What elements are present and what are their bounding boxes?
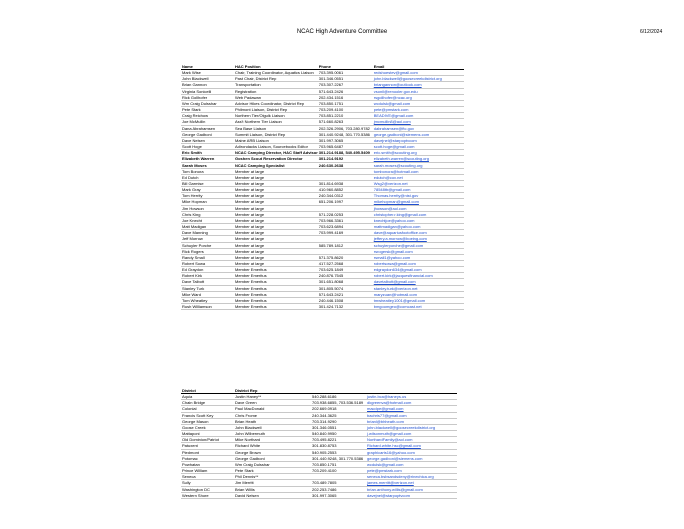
- document-date: 6/12/2024: [640, 29, 663, 35]
- member-position: Member at large: [234, 217, 318, 223]
- district-rep-table: [181, 388, 457, 499]
- member-email-link[interactable]: scott.hoge@gmail.com: [373, 144, 464, 150]
- member-position: Goshen Scout Reservation Director: [234, 156, 318, 162]
- member-name: Mike Hopman: [181, 199, 234, 205]
- member-position: Member at large: [234, 211, 318, 217]
- member-position: Member Emeritus: [234, 304, 318, 310]
- member-phone: 301.214.9192: [318, 156, 373, 162]
- member-name: Dave Nelsen: [181, 137, 234, 143]
- member-name: Stanley Turk: [181, 285, 234, 291]
- member-email-link[interactable]: eric.smith@scouting.org: [373, 150, 464, 156]
- district-rep-phone: 540.288.6186: [311, 394, 366, 400]
- district-rep-email-link[interactable]: j.wilsonmuth@gmail.com: [366, 431, 457, 437]
- member-position: Member at large: [234, 174, 318, 180]
- member-name: John Blackwell: [181, 76, 234, 82]
- district-rep-name: Wm Craig Dulsshar: [234, 461, 311, 467]
- member-name: Scott Hoge: [181, 144, 234, 150]
- member-position: Member at large: [234, 193, 318, 199]
- member-position: Member at large: [234, 254, 318, 260]
- member-phone: 571.643.2421: [318, 291, 373, 297]
- member-phone: 301.346.0551: [318, 76, 373, 82]
- member-position: Ass't Northern Tier Liaison: [234, 119, 318, 125]
- hac-row: [181, 304, 464, 310]
- district-rep-email-link[interactable]: macdpe@gmail.com: [366, 406, 457, 412]
- member-position: Member at large: [234, 187, 318, 193]
- member-email-link[interactable]: schuylerporche@gmail.com: [373, 242, 464, 248]
- member-position: Member at large: [234, 248, 318, 254]
- member-phone: 410.960.8852: [318, 187, 373, 193]
- district-rep-name: Mike Northard: [234, 437, 311, 443]
- district-rep-name: Justin Haney**: [234, 394, 311, 400]
- member-name: Jim Howson: [181, 205, 234, 211]
- member-phone: 301.424.7132: [318, 304, 373, 310]
- district-rep-name: Brian Heath: [234, 418, 311, 424]
- district-rep-phone: 703.489.7805: [311, 480, 366, 486]
- member-position: Member at large: [234, 224, 318, 230]
- member-phone: 202.434.1516: [318, 94, 373, 100]
- member-email-link[interactable]: sarah.moses@scouting.org: [373, 162, 464, 168]
- member-position: Member at large: [234, 236, 318, 242]
- column-header-name: Name: [181, 64, 234, 70]
- member-email-link[interactable]: Thomas.herrity@nist.gov: [373, 193, 464, 199]
- district-name: Francis Scott Key: [181, 412, 234, 418]
- member-phone: 301.814.6938: [318, 180, 373, 186]
- district-rep-phone: 703.938.6855, 703.536.5189: [311, 400, 366, 406]
- member-name: Mark Wise: [181, 70, 234, 76]
- district-rep-phone: 301.997.3065: [311, 492, 366, 498]
- district-name: Aquia: [181, 394, 234, 400]
- district-rep-name: Chris Frome: [234, 412, 311, 418]
- member-email-link[interactable]: edutch@cox.net: [373, 174, 464, 180]
- member-email-link[interactable]: george.gadboni@siemens.com: [373, 131, 464, 137]
- member-name: Pete Stark: [181, 107, 234, 113]
- member-phone: 703.851.2210: [318, 113, 373, 119]
- district-rep-email-link[interactable]: justin.bca@haneys.us: [366, 394, 457, 400]
- member-phone: 703.850.1751: [318, 100, 373, 106]
- member-position: Northern Tier/Olgulk Liaison: [234, 113, 318, 119]
- column-header-position: HAC Position: [234, 64, 318, 70]
- member-email-link[interactable]: Wsg2@verizon.net: [373, 180, 464, 186]
- member-phone: 240.446.1508: [318, 297, 373, 303]
- district-rep-email-link[interactable]: NorthardFamily@aol.com: [366, 437, 457, 443]
- member-phone: 571.375.8620: [318, 254, 373, 260]
- district-rep-email-link[interactable]: bachris77@gmail.com: [366, 412, 457, 418]
- member-email-link[interactable]: robert.kirk@jacquesfinancial.com: [373, 273, 464, 279]
- member-email-link[interactable]: tmwheatley1001@gmail.com: [373, 297, 464, 303]
- district-name: Washington DC: [181, 486, 234, 492]
- member-name: Robert Sowa: [181, 261, 234, 267]
- member-name: Ed Dutch: [181, 174, 234, 180]
- district-rep-phone: 301.440.9248, 301.770.5386: [311, 455, 366, 461]
- district-name: Potomac: [181, 455, 234, 461]
- member-phone: 301.651.8068: [318, 279, 373, 285]
- member-position: Adirondacks Liaison, Sourcebooks Editor: [234, 144, 318, 150]
- member-position: Chair, Training Coordinator, Aquatics Liaison: [234, 70, 318, 76]
- district-rep-email-link[interactable]: graphicarts16@yahoo.com: [366, 449, 457, 455]
- member-email-link[interactable]: tombonora@hotmail.com: [373, 168, 464, 174]
- member-phone: 571.643.2426: [318, 88, 373, 94]
- member-phone: 703.623.6894: [318, 224, 373, 230]
- district-rep-name: Brian Willis: [234, 486, 311, 492]
- member-name: Randy Small: [181, 254, 234, 260]
- member-phone: 703.966.3361: [318, 217, 373, 223]
- member-position: Member at large: [234, 205, 318, 211]
- member-position: Philmont Liaison, District Rep: [234, 107, 318, 113]
- member-position: NCAC Camping Director, HAC Staff Advisor: [235, 150, 318, 156]
- district-rep-name: Dave Green: [234, 400, 311, 406]
- member-email-link[interactable]: stanley.turk@verizon.net: [373, 285, 464, 291]
- member-name: Wm Craig Dulsshar: [181, 100, 234, 106]
- member-phone: 301.805.5074: [318, 285, 373, 291]
- column-header-district: District: [181, 388, 234, 394]
- member-name: Rick Rogers: [181, 248, 234, 254]
- member-email-link[interactable]: john.blackwell@goosecreekdistrict.org: [373, 76, 464, 82]
- district-rep-email-link[interactable]: george.gadboni@siemens.com: [366, 455, 457, 461]
- member-phone: 301.440.9248, 301.770.5386: [318, 131, 373, 137]
- member-email-link[interactable]: jmcmullin8@aol.com: [373, 119, 464, 125]
- member-email-link[interactable]: davetalbott@gmail.com: [373, 279, 464, 285]
- member-position: NCAC Camping Specialist: [234, 162, 318, 168]
- district-name: George Mason: [181, 418, 234, 424]
- district-rep-phone: 540.840.9950: [311, 431, 366, 437]
- member-position: Past Chair, District Rep: [234, 76, 318, 82]
- district-rep-phone: 540.905.2553: [311, 449, 366, 455]
- district-rep-name: George Gadboni: [234, 455, 311, 461]
- member-name: Joe Knecht: [181, 217, 234, 223]
- member-name: Chris King: [181, 211, 234, 217]
- member-phone: 571.228.0253: [318, 211, 373, 217]
- member-email-link[interactable]: jeffery.a.morrow@boeing.com: [373, 236, 464, 242]
- member-email-link[interactable]: elizabeth.warren@scouting.org: [373, 156, 464, 162]
- member-phone: 202.326.2906, 703.280.9782: [318, 125, 373, 131]
- district-rep-email-link[interactable]: seneca.bsbsandsdeny@rinechica.org: [366, 474, 457, 480]
- member-position: Web Padawan: [234, 94, 318, 100]
- member-name: Robert Kirk: [181, 273, 234, 279]
- member-position: Advisor Hikes Coordinator, District Rep: [234, 100, 318, 106]
- member-email-link[interactable]: rsrogersk@gmail.com: [373, 248, 464, 254]
- district-rep-name: George Brown: [234, 449, 311, 455]
- district-row: [181, 492, 457, 498]
- member-name: Bill Garmise: [181, 180, 234, 186]
- member-name: Elizabeth Warren: [181, 156, 234, 162]
- member-position: Registration: [234, 88, 318, 94]
- district-rep-phone: 703.850.1751: [311, 461, 366, 467]
- member-name: Mark Gray: [181, 187, 234, 193]
- district-rep-email-link[interactable]: john.blackwell@goosecreekdistrict.org: [366, 424, 457, 430]
- member-name: Tom Bonora: [181, 168, 234, 174]
- district-rep-email-link[interactable]: wcdulsk@gmail.com: [366, 461, 457, 467]
- member-name: Dave Talbott: [181, 279, 234, 285]
- member-email-link[interactable]: vsonil@renooler.gov.edu: [373, 88, 464, 94]
- district-rep-name: Paul MacDonald: [234, 406, 311, 412]
- member-phone: 240.630.2638: [318, 162, 373, 168]
- member-email-link[interactable]: 78548tb@gmail.com: [373, 187, 464, 193]
- member-email-link[interactable]: davejnel@starpoptvcom: [373, 137, 464, 143]
- member-position: Member at large: [234, 168, 318, 174]
- member-email-link[interactable]: knechtjoe@yahoo.com: [373, 217, 464, 223]
- district-rep-phone: 703.314.9290: [311, 418, 366, 424]
- member-position: Maine ARB Liaison: [234, 137, 318, 143]
- member-email-link[interactable]: christopher.r.king@gmail.com: [373, 211, 464, 217]
- district-name: Old Dominion/Patriot: [181, 437, 234, 443]
- member-name: Dana Abrahamsen: [181, 125, 234, 131]
- district-name: Chain Bridge: [181, 400, 234, 406]
- member-phone: 301.214.9188, 540.495.5409: [318, 150, 373, 156]
- district-name: Prince William: [181, 468, 234, 474]
- member-position: Member at large: [234, 261, 318, 267]
- member-position: Member Emeritus: [234, 267, 318, 273]
- member-email-link[interactable]: dave@aquariusfootoffice.com: [373, 230, 464, 236]
- member-email-link[interactable]: robertsowa@gmail.com: [373, 261, 464, 267]
- district-name: Western Shore: [181, 492, 234, 498]
- page-title: NCAC High Adventure Committee: [296, 29, 388, 35]
- member-email-link[interactable]: rsmall1@yahoo.com: [373, 254, 464, 260]
- district-rep-email-link[interactable]: james.merritt@verizon.net: [366, 480, 457, 486]
- district-name: Seneca: [181, 474, 234, 480]
- district-rep-name: Jim Merritt: [234, 480, 311, 486]
- member-name: Sarah Moses: [181, 162, 234, 168]
- member-position: Member at large: [234, 242, 318, 248]
- member-name: Virginia Sonicelli: [181, 88, 234, 94]
- district-rep-phone: 202.253.7486: [311, 486, 366, 492]
- member-email-link[interactable]: edgraydon634@gmail.com: [373, 267, 464, 273]
- member-name: Rick Gollhofer: [181, 94, 234, 100]
- district-rep-name: John Wilbermuth: [234, 431, 311, 437]
- member-email-link[interactable]: dabrahamsen@ftc.gov: [373, 125, 464, 131]
- member-name: Ed Graydon: [181, 267, 234, 273]
- member-email-link[interactable]: bmgoomgeo@comcast.net: [373, 304, 464, 310]
- member-phone: 703.395.0061: [318, 70, 373, 76]
- member-email-link[interactable]: BEADIVE@gmail.com: [373, 113, 464, 119]
- district-rep-name: John Blackwell: [234, 424, 311, 430]
- district-rep-email-link[interactable]: davejnel@starpoptvcom: [366, 492, 457, 498]
- member-position: Member Emeritus: [234, 291, 318, 297]
- member-email-link[interactable]: mattmadigan@yahoo.com: [373, 224, 464, 230]
- member-phone: 240.876.7545: [318, 273, 373, 279]
- member-name: Eric Smith: [181, 150, 234, 156]
- district-name: Mattaponi: [181, 431, 234, 437]
- member-position: Member Emeritus: [234, 273, 318, 279]
- member-position: Member Emeritus: [234, 285, 318, 291]
- member-email-link[interactable]: rsgollhofer@ncac.org: [373, 94, 464, 100]
- district-rep-phone: 240.344.3625: [311, 412, 366, 418]
- member-position: Transportation: [234, 82, 318, 88]
- member-name: Craig Reichow: [181, 113, 234, 119]
- district-rep-email-link[interactable]: brianl@bhheath.com: [366, 418, 457, 424]
- hac-roster-table: [181, 64, 464, 310]
- member-email-link[interactable]: briangannon@outlook.com: [373, 82, 464, 88]
- member-phone: 703.999.4169: [318, 230, 373, 236]
- district-name: Patuxent: [181, 443, 234, 449]
- member-name: Tom Wheatley: [181, 297, 234, 303]
- district-rep-phone: 703.209.4100: [311, 468, 366, 474]
- district-rep-name: Phil Dennis**: [234, 474, 311, 480]
- member-name: Rush Williamson: [181, 304, 234, 310]
- member-email-link[interactable]: redshoestev@gmail.com: [373, 70, 464, 76]
- column-header-district-rep: District Rep: [234, 388, 311, 394]
- member-phone: 301.997.3065: [318, 137, 373, 143]
- member-position: Member Emeritus: [234, 279, 318, 285]
- member-phone: 703.209.4100: [318, 107, 373, 113]
- district-rep-email-link[interactable]: dkgreenva@hotmail.com: [366, 400, 457, 406]
- member-name: Matt Madigan: [181, 224, 234, 230]
- member-email-link[interactable]: wcdulsk@gmail.com: [373, 100, 464, 106]
- member-phone: 703.307.2267: [318, 82, 373, 88]
- member-phone: 240.344.0312: [318, 193, 373, 199]
- member-phone: 703.965.6487: [318, 144, 373, 150]
- member-email-link[interactable]: jhowson@aol.com: [373, 205, 464, 211]
- member-position: Sea Base Liaison: [234, 125, 318, 131]
- district-rep-email-link[interactable]: Richard.white.hsc@gmail.com: [366, 443, 457, 449]
- district-rep-email-link[interactable]: brian.anthony.willis@gmail.com: [366, 486, 457, 492]
- district-name: Piedmont: [181, 449, 234, 455]
- district-name: Powhatan: [181, 461, 234, 467]
- column-header-email: Email: [373, 64, 464, 70]
- district-name: Goose Creek: [181, 424, 234, 430]
- member-name: Tom Herrity: [181, 193, 234, 199]
- member-email-link[interactable]: mikehopman@gmail.com: [373, 199, 464, 205]
- district-rep-name: Richard White: [234, 443, 311, 449]
- member-name: Schuyler Porche: [181, 242, 234, 248]
- member-email-link[interactable]: pete@pmstark.com: [373, 107, 464, 113]
- member-position: Member Emeritus: [234, 297, 318, 303]
- member-phone: 417.527.2568: [318, 261, 373, 267]
- district-rep-phone: 301.346.0551: [311, 424, 366, 430]
- member-name: Brian Gannon: [181, 82, 234, 88]
- member-phone: 585.789.1812: [318, 242, 373, 248]
- district-rep-phone: 301.830.8753: [311, 443, 366, 449]
- member-email-link[interactable]: maryzuan@hotmail.com: [373, 291, 464, 297]
- column-header-phone: Phone: [318, 64, 373, 70]
- district-rep-name: Pete Stark: [234, 468, 311, 474]
- district-rep-name: David Nelsen: [234, 492, 311, 498]
- member-name: Jeff Morrow: [181, 236, 234, 242]
- member-name: Mike Ward: [181, 291, 234, 297]
- member-position: Member at large: [234, 230, 318, 236]
- member-phone: 703.625.1849: [318, 267, 373, 273]
- district-rep-email-link[interactable]: pete@pmstark.com: [366, 468, 457, 474]
- member-phone: 571.660.8263: [318, 119, 373, 125]
- district-rep-phone: 202.669.0918: [311, 406, 366, 412]
- member-phone: 651.206.1997: [318, 199, 373, 205]
- district-name: Sully: [181, 480, 234, 486]
- member-position: Member at large: [234, 180, 318, 186]
- member-position: Member at large: [234, 199, 318, 205]
- member-name: George Gadboni: [181, 131, 234, 137]
- member-position: Summit Liaison, District Rep: [234, 131, 318, 137]
- district-rep-phone: 703.495.8221: [311, 437, 366, 443]
- district-name: Colonial: [181, 406, 234, 412]
- member-name: Joe McMullin: [181, 119, 234, 125]
- member-name: Dave Manning: [181, 230, 234, 236]
